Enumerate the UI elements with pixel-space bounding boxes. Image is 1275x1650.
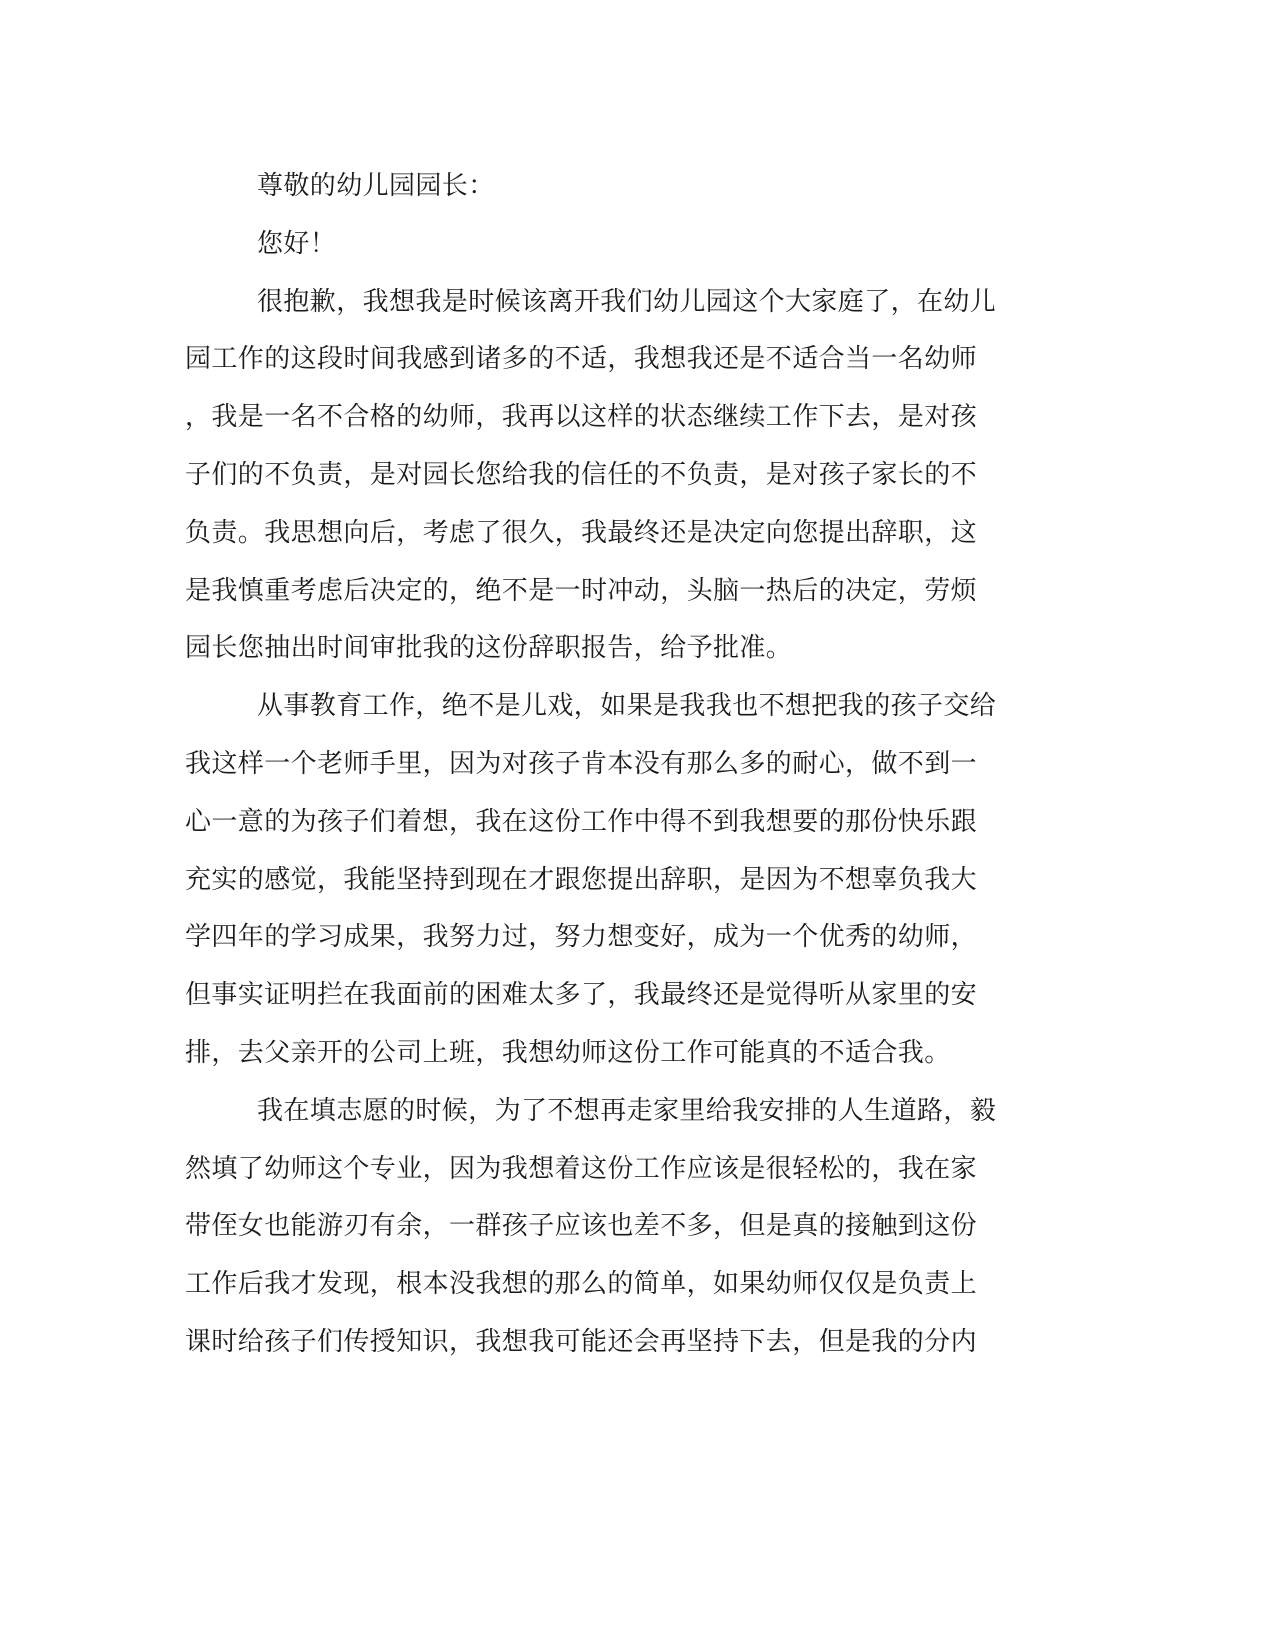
paragraph-line: 负责。我思想向后，考虑了很久，我最终还是决定向您提出辞职，这 (185, 517, 978, 548)
paragraph-line: 带侄女也能游刃有余，一群孩子应该也差不多，但是真的接触到这份 (185, 1211, 978, 1242)
paragraph-line: 学四年的学习成果，我努力过，努力想变好，成为一个优秀的幼师， (185, 922, 978, 953)
paragraph-line: 从事教育工作，绝不是儿戏，如果是我我也不想把我的孩子交给 (257, 691, 997, 722)
paragraph-line: 心一意的为孩子们着想，我在这份工作中得不到我想要的那份快乐跟 (185, 806, 978, 837)
paragraph-line: 是我慎重考虑后决定的，绝不是一时冲动，头脑一热后的决定，劳烦 (185, 575, 978, 606)
paragraph-line: 我在填志愿的时候，为了不想再走家里给我安排的人生道路，毅 (257, 1095, 997, 1126)
paragraph-line: 很抱歉，我想我是时候该离开我们幼儿园这个大家庭了，在幼儿 (257, 286, 997, 317)
paragraph-line: ，我是一名不合格的幼师，我再以这样的状态继续工作下去，是对孩 (185, 402, 978, 433)
paragraph-line: 我这样一个老师手里，因为对孩子肯本没有那么多的耐心，做不到一 (185, 748, 978, 779)
paragraph-1 (185, 274, 1045, 679)
paragraph-line: 课时给孩子们传授知识，我想我可能还会再坚持下去，但是我的分内 (185, 1326, 978, 1357)
paragraph-line: 园长您抽出时间审批我的这份辞职报告，给予批准。 (185, 633, 793, 664)
paragraph-line: 工作后我才发现，根本没我想的那么的简单，如果幼师仅仅是负责上 (185, 1269, 978, 1300)
paragraph-2 (185, 678, 1045, 1083)
paragraph-line: 然填了幼师这个专业，因为我想着这份工作应该是很轻松的，我在家 (185, 1153, 978, 1184)
paragraph-line: 但事实证明拦在我面前的困难太多了，我最终还是觉得听从家里的安 (185, 980, 978, 1011)
paragraph-line: 园工作的这段时间我感到诸多的不适，我想我还是不适合当一名幼师 (185, 344, 978, 375)
paragraph-line: 排，去父亲开的公司上班，我想幼师这份工作可能真的不适合我。 (185, 1037, 951, 1068)
paragraph-line: 子们的不负责，是对园长您给我的信任的不负责，是对孩子家长的不 (185, 459, 978, 490)
paragraph-3 (185, 1083, 1045, 1372)
greeting: 您好！ (257, 228, 337, 259)
paragraph-line: 充实的感觉，我能坚持到现在才跟您提出辞职，是因为不想辜负我大 (185, 864, 978, 895)
salutation: 尊敬的幼儿园园长： (257, 171, 495, 201)
letter-body (185, 158, 1045, 1372)
